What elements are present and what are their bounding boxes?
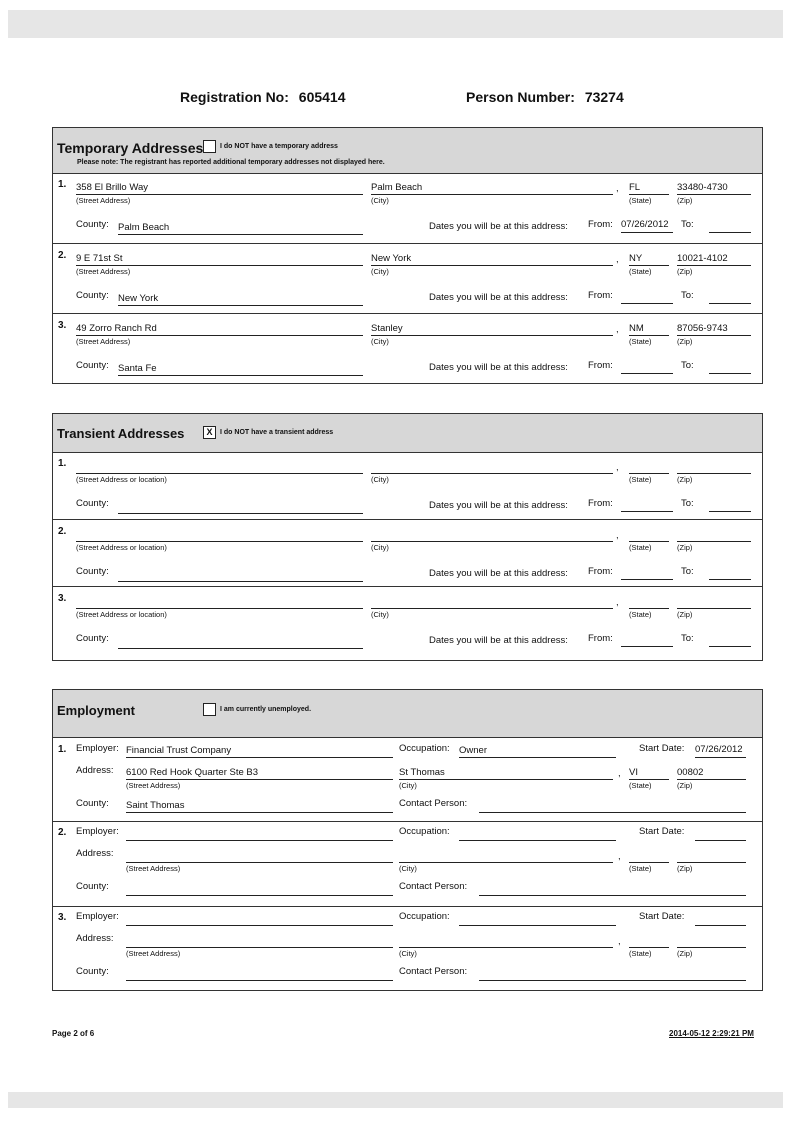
- county-label: County:: [76, 633, 109, 644]
- section-title: Temporary Addresses: [57, 140, 204, 156]
- state-label: (State): [629, 781, 652, 790]
- underline: [677, 779, 746, 780]
- comma: ,: [618, 851, 621, 862]
- underline: [677, 541, 751, 542]
- underline: [479, 812, 746, 813]
- zip-label: (Zip): [677, 475, 693, 484]
- section-header: [53, 414, 762, 453]
- employment-section: [52, 689, 763, 991]
- city-field[interactable]: St Thomas: [399, 767, 445, 778]
- registration-value: 605414: [298, 89, 346, 105]
- underline: [459, 757, 616, 758]
- comma: ,: [616, 324, 619, 335]
- state-field[interactable]: NM: [629, 323, 644, 334]
- street-label: (Street Address or location): [76, 475, 167, 484]
- row-number: 1.: [58, 179, 67, 190]
- underline: [629, 194, 669, 195]
- underline: [677, 194, 751, 195]
- to-label: To:: [681, 498, 694, 509]
- underline: [709, 303, 751, 304]
- dates-label: Dates you will be at this address:: [429, 221, 568, 232]
- underline: [621, 232, 673, 233]
- comma: ,: [616, 183, 619, 194]
- underline: [695, 925, 746, 926]
- underline: [677, 265, 751, 266]
- underline: [677, 608, 751, 609]
- row-number: 3.: [58, 912, 67, 923]
- address-label: Address:: [76, 765, 114, 776]
- person-value: 73274: [584, 89, 624, 105]
- occupation-label: Occupation:: [399, 743, 450, 754]
- from-label: From:: [588, 360, 613, 371]
- from-label: From:: [588, 633, 613, 644]
- underline: [709, 511, 751, 512]
- underline: [459, 840, 616, 841]
- scan-bottom-band: [8, 1092, 783, 1108]
- comma: ,: [616, 530, 619, 541]
- zip-label: (Zip): [677, 949, 693, 958]
- address-label: Address:: [76, 848, 114, 859]
- zip-label: (Zip): [677, 267, 693, 276]
- underline: [399, 947, 613, 948]
- city-label: (City): [371, 196, 389, 205]
- employment-row: [53, 739, 762, 821]
- street-field[interactable]: 6100 Red Hook Quarter Ste B3: [126, 767, 259, 778]
- row-number: 2.: [58, 250, 67, 261]
- state-field[interactable]: NY: [629, 253, 643, 264]
- underline: [479, 895, 746, 896]
- underline: [118, 581, 363, 582]
- row-number: 3.: [58, 593, 67, 604]
- contact-person-label: Contact Person:: [399, 881, 468, 892]
- registration-number: [180, 89, 346, 105]
- underline: [126, 980, 393, 981]
- comma: ,: [616, 462, 619, 473]
- underline: [629, 265, 669, 266]
- person-number: [466, 89, 624, 105]
- underline: [621, 303, 673, 304]
- underline: [76, 541, 363, 542]
- underline: [621, 579, 673, 580]
- to-label: To:: [681, 290, 694, 301]
- state-label: (State): [629, 475, 652, 484]
- county-label: County:: [76, 966, 109, 977]
- state-label: (State): [629, 196, 652, 205]
- street-field[interactable]: 9 E 71st St: [76, 253, 123, 264]
- unemployed-checkbox[interactable]: [203, 703, 216, 716]
- underline: [76, 265, 363, 266]
- underline: [371, 194, 613, 195]
- underline: [76, 335, 363, 336]
- underline: [399, 862, 613, 863]
- start-date-label: Start Date:: [639, 911, 685, 922]
- street-label: (Street Address): [76, 196, 131, 205]
- zip-label: (Zip): [677, 196, 693, 205]
- dates-label: Dates you will be at this address:: [429, 635, 568, 646]
- underline: [371, 473, 613, 474]
- underline: [629, 779, 669, 780]
- address-row: [53, 313, 762, 384]
- city-label: (City): [371, 475, 389, 484]
- underline: [76, 194, 363, 195]
- underline: [371, 608, 613, 609]
- zip-label: (Zip): [677, 337, 693, 346]
- scan-top-band: [8, 10, 783, 38]
- county-label: County:: [76, 566, 109, 577]
- no-transient-address-checkbox[interactable]: X: [203, 426, 216, 439]
- start-date-field[interactable]: 07/26/2012: [695, 744, 743, 755]
- state-field[interactable]: VI: [629, 767, 638, 778]
- no-temporary-address-checkbox[interactable]: [203, 140, 216, 153]
- note-text: Please note: The registrant has reported additional temporary addresses not displayed here.: [77, 159, 385, 166]
- print-timestamp: 2014-05-12 2:29:21 PM: [669, 1029, 754, 1038]
- employer-label: Employer:: [76, 911, 119, 922]
- underline: [629, 608, 669, 609]
- state-label: (State): [629, 543, 652, 552]
- city-field[interactable]: Palm Beach: [371, 182, 423, 193]
- underline: [621, 373, 673, 374]
- underline: [118, 305, 363, 306]
- street-label: (Street Address): [126, 781, 181, 790]
- underline: [118, 234, 363, 235]
- from-label: From:: [588, 498, 613, 509]
- underline: [126, 757, 393, 758]
- occupation-label: Occupation:: [399, 911, 450, 922]
- transient-addresses-section: [52, 413, 763, 661]
- address-row: [53, 173, 762, 243]
- street-label: (Street Address or location): [76, 543, 167, 552]
- state-label: (State): [629, 949, 652, 958]
- to-label: To:: [681, 360, 694, 371]
- county-label: County:: [76, 798, 109, 809]
- person-label: Person Number:: [466, 89, 575, 105]
- dates-label: Dates you will be at this address:: [429, 500, 568, 511]
- underline: [126, 925, 393, 926]
- street-label: (Street Address or location): [76, 610, 167, 619]
- to-label: To:: [681, 633, 694, 644]
- address-row: [53, 586, 762, 654]
- address-row: [53, 243, 762, 314]
- underline: [126, 947, 393, 948]
- underline: [118, 375, 363, 376]
- checkbox-label: I do NOT have a temporary address: [220, 143, 338, 150]
- to-label: To:: [681, 566, 694, 577]
- county-label: County:: [76, 360, 109, 371]
- state-label: (State): [629, 610, 652, 619]
- comma: ,: [616, 597, 619, 608]
- from-label: From:: [588, 290, 613, 301]
- state-label: (State): [629, 267, 652, 276]
- city-field[interactable]: New York: [371, 253, 412, 264]
- street-label: (Street Address): [76, 337, 131, 346]
- section-title: Transient Addresses: [57, 426, 185, 441]
- zip-label: (Zip): [677, 543, 693, 552]
- start-date-label: Start Date:: [639, 743, 685, 754]
- county-field[interactable]: Palm Beach: [118, 222, 170, 233]
- underline: [709, 579, 751, 580]
- page-number: Page 2 of 6: [52, 1029, 95, 1038]
- from-label: From:: [588, 219, 613, 230]
- street-label: (Street Address): [126, 864, 181, 873]
- employer-label: Employer:: [76, 826, 119, 837]
- dates-label: Dates you will be at this address:: [429, 362, 568, 373]
- city-field[interactable]: Stanley: [371, 323, 403, 334]
- underline: [399, 779, 613, 780]
- dates-label: Dates you will be at this address:: [429, 568, 568, 579]
- checkbox-label: I do NOT have a transient address: [220, 429, 334, 436]
- underline: [126, 862, 393, 863]
- underline: [76, 608, 363, 609]
- zip-field[interactable]: 87056-9743: [677, 323, 728, 334]
- row-number: 2.: [58, 526, 67, 537]
- underline: [479, 980, 746, 981]
- underline: [629, 947, 669, 948]
- underline: [371, 265, 613, 266]
- underline: [709, 373, 751, 374]
- underline: [677, 335, 751, 336]
- employer-label: Employer:: [76, 743, 119, 754]
- dates-label: Dates you will be at this address:: [429, 292, 568, 303]
- underline: [76, 473, 363, 474]
- underline: [695, 840, 746, 841]
- employer-field[interactable]: Financial Trust Company: [126, 745, 232, 756]
- to-label: To:: [681, 219, 694, 230]
- start-date-label: Start Date:: [639, 826, 685, 837]
- underline: [709, 646, 751, 647]
- from-date-field[interactable]: 07/26/2012: [621, 219, 669, 230]
- underline: [126, 779, 393, 780]
- underline: [677, 947, 746, 948]
- county-label: County:: [76, 881, 109, 892]
- underline: [118, 513, 363, 514]
- address-row: [53, 452, 762, 519]
- underline: [629, 541, 669, 542]
- row-number: 1.: [58, 744, 67, 755]
- underline: [629, 335, 669, 336]
- county-label: County:: [76, 498, 109, 509]
- underline: [629, 862, 669, 863]
- state-field[interactable]: FL: [629, 182, 641, 193]
- comma: ,: [616, 254, 619, 265]
- section-title: Employment: [57, 703, 136, 718]
- street-field[interactable]: 49 Zorro Ranch Rd: [76, 323, 157, 334]
- underline: [118, 648, 363, 649]
- street-label: (Street Address): [76, 267, 131, 276]
- employment-row: [53, 906, 762, 991]
- underline: [126, 840, 393, 841]
- city-label: (City): [399, 864, 417, 873]
- underline: [709, 232, 751, 233]
- employment-row: [53, 821, 762, 907]
- county-label: County:: [76, 290, 109, 301]
- city-label: (City): [371, 267, 389, 276]
- temporary-addresses-section: [52, 127, 763, 384]
- city-label: (City): [371, 337, 389, 346]
- zip-field[interactable]: 10021-4102: [677, 253, 728, 264]
- underline: [677, 473, 751, 474]
- county-field[interactable]: Saint Thomas: [126, 800, 185, 811]
- zip-field[interactable]: 00802: [677, 767, 704, 778]
- city-label: (City): [371, 543, 389, 552]
- underline: [677, 862, 746, 863]
- county-field[interactable]: Santa Fe: [118, 363, 157, 374]
- address-label: Address:: [76, 933, 114, 944]
- street-field[interactable]: 358 El Brillo Way: [76, 182, 148, 193]
- zip-label: (Zip): [677, 864, 693, 873]
- underline: [126, 812, 393, 813]
- comma: ,: [618, 768, 621, 779]
- row-number: 1.: [58, 458, 67, 469]
- state-label: (State): [629, 337, 652, 346]
- underline: [621, 511, 673, 512]
- state-label: (State): [629, 864, 652, 873]
- zip-field[interactable]: 33480-4730: [677, 182, 728, 193]
- county-label: County:: [76, 219, 109, 230]
- row-number: 2.: [58, 827, 67, 838]
- from-label: From:: [588, 566, 613, 577]
- contact-person-label: Contact Person:: [399, 966, 468, 977]
- city-label: (City): [371, 610, 389, 619]
- zip-label: (Zip): [677, 781, 693, 790]
- zip-label: (Zip): [677, 610, 693, 619]
- occupation-label: Occupation:: [399, 826, 450, 837]
- underline: [371, 541, 613, 542]
- underline: [126, 895, 393, 896]
- section-header: [53, 690, 762, 738]
- checkbox-label: I am currently unemployed.: [220, 706, 312, 713]
- occupation-field[interactable]: Owner: [459, 745, 487, 756]
- contact-person-label: Contact Person:: [399, 798, 468, 809]
- underline: [695, 757, 746, 758]
- address-row: [53, 519, 762, 587]
- underline: [621, 646, 673, 647]
- street-label: (Street Address): [126, 949, 181, 958]
- registration-label: Registration No:: [180, 89, 289, 105]
- underline: [371, 335, 613, 336]
- county-field[interactable]: New York: [118, 293, 159, 304]
- underline: [629, 473, 669, 474]
- underline: [459, 925, 616, 926]
- row-number: 3.: [58, 320, 67, 331]
- city-label: (City): [399, 949, 417, 958]
- comma: ,: [618, 936, 621, 947]
- section-header: [53, 128, 762, 174]
- city-label: (City): [399, 781, 417, 790]
